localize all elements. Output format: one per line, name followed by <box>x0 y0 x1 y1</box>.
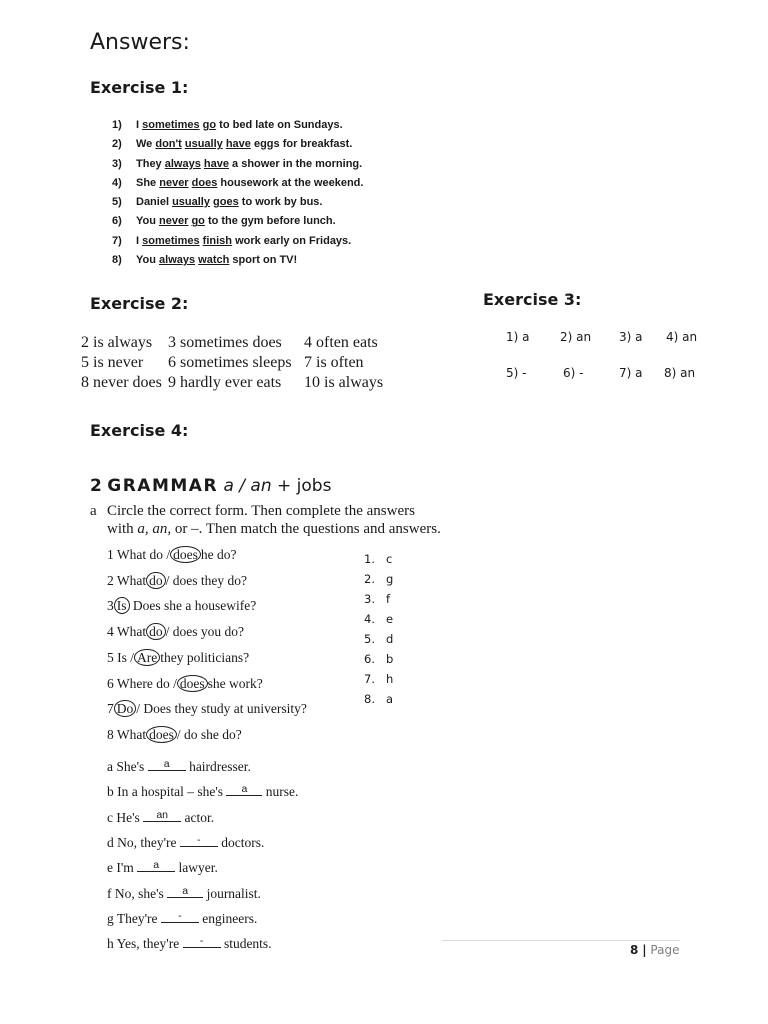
question-suffix: she work? <box>207 675 263 691</box>
exercise-3-answer: 1) a <box>506 330 530 344</box>
page-separator: | <box>642 943 647 957</box>
item-number: 7) <box>112 234 122 247</box>
answer-suffix: hairdresser. <box>185 759 251 774</box>
answer-prefix: c He's <box>107 809 144 825</box>
sentence-text: eggs for breakfast. <box>250 138 353 151</box>
answer-suffix: nurse. <box>262 784 299 800</box>
match-number: 5. <box>364 632 375 646</box>
answer-blank: - <box>161 910 199 923</box>
instructions-letter: a <box>90 503 97 519</box>
answer-blank: a <box>226 783 262 796</box>
sentence-text: Daniel <box>136 196 173 209</box>
question-prefix: 7 <box>107 701 114 717</box>
match-number: 7. <box>364 672 375 686</box>
sentence-text: sport on TV! <box>229 254 298 267</box>
answer-row <box>107 860 218 876</box>
question-prefix: 8 What <box>107 726 147 742</box>
match-number: 4. <box>364 612 375 626</box>
answer-prefix: g They're <box>107 910 161 926</box>
question-row <box>107 676 263 692</box>
sentence-text: to bed late on Sundays. <box>216 119 343 131</box>
answer-prefix: b In a hospital – she's <box>107 784 227 800</box>
instructions-line-2a: with <box>107 521 138 537</box>
page-footer <box>630 943 679 957</box>
answer-row <box>107 784 298 800</box>
question-row <box>107 573 247 589</box>
sentence-text: work early on Fridays. <box>232 234 352 247</box>
match-item <box>364 649 393 669</box>
question-row <box>107 624 244 640</box>
answer-prefix: a She's <box>107 759 148 774</box>
exercise-4-heading: Exercise 4: <box>90 421 189 440</box>
item-number: 2) <box>112 138 122 151</box>
match-number: 3. <box>364 592 375 606</box>
match-number: 6. <box>364 652 375 666</box>
exercise-3-answer: 6) - <box>563 366 584 380</box>
question-prefix: 1 What do / <box>107 547 171 562</box>
answer-blank: - <box>180 834 218 847</box>
answer-word: always <box>159 254 196 267</box>
sentence-text: You <box>136 254 160 267</box>
match-number: 2. <box>364 572 375 586</box>
grammar-topic: a / an <box>223 476 272 496</box>
question-suffix: Does she a housewife? <box>129 598 257 614</box>
question-suffix: they politicians? <box>160 649 250 665</box>
exercise-2-answer: 8 never does <box>81 374 162 391</box>
answer-row <box>107 911 257 927</box>
answer-word: sometimes <box>142 234 200 247</box>
answer-blank: a <box>148 758 186 771</box>
answer-row <box>107 835 264 851</box>
instructions-line-1: Circle the correct form. Then complete the answers <box>107 503 415 519</box>
question-prefix: 3 <box>107 598 114 614</box>
item-number: 4) <box>112 176 122 189</box>
sentence-text: You <box>136 215 160 228</box>
exercise-1-heading: Exercise 1: <box>90 78 189 97</box>
match-letter: f <box>386 592 391 606</box>
item-number: 5) <box>112 196 122 209</box>
answer-suffix: students. <box>220 936 272 952</box>
match-letter: g <box>386 572 394 586</box>
sentence-text: housework at the weekend. <box>217 176 364 189</box>
sentence-text: I <box>136 234 143 247</box>
match-item <box>364 589 393 609</box>
question-suffix: he do? <box>200 547 237 562</box>
answer-prefix: f No, she's <box>107 885 168 901</box>
answer-word: go <box>191 215 205 228</box>
answer-word: never <box>159 176 189 189</box>
answer-word: have <box>203 157 229 170</box>
exercise-3-heading: Exercise 3: <box>483 290 582 309</box>
page-number: 8 <box>630 943 639 957</box>
exercise-3-answer: 5) - <box>506 366 527 380</box>
answer-word: usually <box>184 138 223 151</box>
item-number: 8) <box>112 254 122 267</box>
answer-suffix: doctors. <box>217 834 265 850</box>
exercise-2-answer: 4 often eats <box>304 334 378 351</box>
question-suffix: / Does they study at university? <box>136 701 307 717</box>
page-label: Page <box>650 943 680 957</box>
grammar-number: 2 <box>90 476 102 496</box>
instructions-line-2b: a, an, <box>137 521 172 537</box>
match-number: 1. <box>364 552 375 566</box>
question-prefix: 6 Where do / <box>107 675 177 691</box>
question-row <box>107 650 249 666</box>
grammar-title: GRAMMAR <box>107 476 219 496</box>
answer-prefix: h Yes, they're <box>107 936 183 952</box>
question-suffix: / does they do? <box>165 572 247 588</box>
item-number: 6) <box>112 215 122 228</box>
circled-answer: does <box>177 675 208 692</box>
exercise-3-answer: 8) an <box>664 366 696 380</box>
exercise-2-heading: Exercise 2: <box>90 294 189 313</box>
match-answers <box>364 549 393 709</box>
circled-answer: Are <box>134 649 160 666</box>
exercise-2-answer: 2 is always <box>81 334 153 351</box>
match-item <box>364 569 393 589</box>
sentence-text: She <box>136 176 160 189</box>
match-letter: c <box>386 552 393 566</box>
answer-blank: an <box>143 809 181 822</box>
answer-word: never <box>159 215 189 228</box>
sentence-text: We <box>136 138 156 151</box>
exercise-2-answer: 7 is often <box>304 354 364 371</box>
instructions-line-2c: or –. Then match the questions and answers. <box>171 521 441 537</box>
sentence-text: a shower in the morning. <box>228 157 363 170</box>
exercise-2-answer: 5 is never <box>81 354 144 371</box>
circled-answer: do <box>146 623 166 640</box>
answer-word: watch <box>198 254 230 267</box>
exercise-2-answer: 9 hardly ever eats <box>168 374 282 391</box>
answer-row <box>107 886 261 902</box>
answer-blank: - <box>183 935 221 948</box>
exercise-3-answer: 7) a <box>619 366 643 380</box>
sentence-text: I <box>136 119 143 131</box>
answer-prefix: e I'm <box>107 860 138 876</box>
sentence-text: to work by bus. <box>238 196 323 209</box>
answer-suffix: actor. <box>181 809 215 825</box>
answer-row <box>107 936 272 952</box>
exercise-3-answer: 4) an <box>666 330 698 344</box>
circled-answer: Do <box>114 700 137 717</box>
match-letter: e <box>386 612 394 626</box>
item-number: 1) <box>112 119 122 131</box>
answer-prefix: d No, they're <box>107 834 180 850</box>
answer-row <box>107 759 251 775</box>
question-row <box>107 547 236 563</box>
sentence-text: to the gym before lunch. <box>204 215 336 228</box>
item-number: 3) <box>112 157 122 170</box>
exercise-2-answer: 10 is always <box>304 374 384 391</box>
exercise-3-answer: 2) an <box>560 330 592 344</box>
circled-answer: do <box>146 572 166 589</box>
question-suffix: / does you do? <box>165 624 244 640</box>
question-suffix: / do she do? <box>176 726 242 742</box>
match-letter: b <box>386 652 394 666</box>
match-letter: a <box>386 692 394 706</box>
question-prefix: 5 Is / <box>107 649 134 665</box>
question-row <box>107 598 256 614</box>
match-number: 8. <box>364 692 375 706</box>
page-title: Answers: <box>90 30 190 55</box>
answer-suffix: lawyer. <box>175 860 218 876</box>
exercise-2-answer: 3 sometimes does <box>168 334 282 351</box>
answer-word: does <box>191 176 218 189</box>
answer-word: always <box>164 157 201 170</box>
footer-divider <box>442 940 680 941</box>
match-item <box>364 549 393 569</box>
answer-word: goes <box>213 196 239 209</box>
circled-answer: does <box>146 726 177 743</box>
match-item <box>364 609 393 629</box>
question-prefix: 2 What <box>107 572 147 588</box>
question-row <box>107 701 307 717</box>
match-letter: h <box>386 672 394 686</box>
exercise-3-answer: 3) a <box>619 330 643 344</box>
match-item <box>364 669 393 689</box>
answer-word: go <box>202 119 217 131</box>
answer-word: sometimes <box>142 119 200 131</box>
answer-word: finish <box>202 234 233 247</box>
answer-word: don't <box>155 138 182 151</box>
answer-suffix: journalist. <box>203 885 261 901</box>
exercise-2-answer: 6 sometimes sleeps <box>168 354 292 371</box>
match-letter: d <box>386 632 394 646</box>
answer-row <box>107 810 214 826</box>
answer-blank: a <box>137 859 175 872</box>
question-row <box>107 727 242 743</box>
match-item <box>364 689 393 709</box>
match-item <box>364 629 393 649</box>
sentence-text: They <box>136 157 165 170</box>
answer-word: have <box>225 138 251 151</box>
circled-answer: does <box>170 546 201 563</box>
question-prefix: 4 What <box>107 624 147 640</box>
answer-word: usually <box>172 196 210 209</box>
grammar-topic-extra: + jobs <box>277 476 332 496</box>
circled-answer: Is <box>114 597 130 614</box>
answer-suffix: engineers. <box>198 910 258 926</box>
answer-blank: a <box>167 885 203 898</box>
